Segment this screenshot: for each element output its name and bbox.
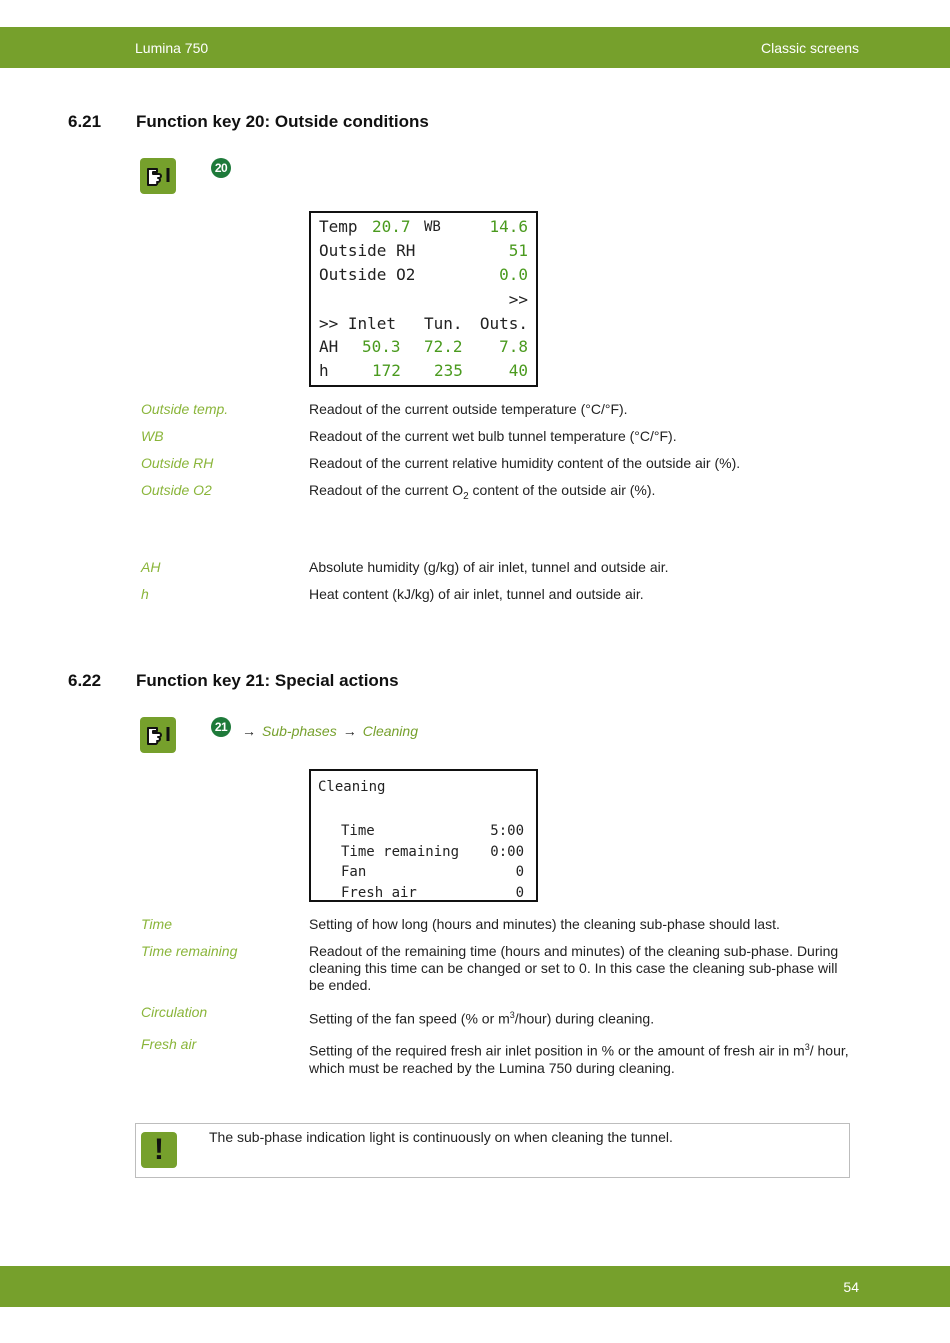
term-outside-rh: Outside RH — [141, 455, 214, 471]
note-box — [135, 1123, 850, 1178]
desc-outside-rh: Readout of the current relative humidity content of the outside air (%). — [309, 455, 741, 471]
screen-row-outside-rh — [319, 241, 528, 265]
arrow-right-icon: → — [342, 723, 357, 739]
note-text: The sub-phase indication light is continuously on when cleaning the tunnel. — [209, 1129, 673, 1145]
desc-circulation-post: /hour) during cleaning. — [514, 1010, 655, 1027]
desc-fresh-air — [309, 1039, 849, 1077]
h-tunnel-value: 235 — [434, 361, 463, 380]
exclamation-icon: ! — [141, 1132, 177, 1168]
arrow-right-icon: → — [242, 723, 256, 739]
time-label: Time — [341, 823, 375, 839]
term-ah: AH — [141, 559, 161, 575]
page-number: 54 — [843, 1279, 859, 1295]
inlet-column-header: >> Inlet — [319, 314, 397, 333]
desc-outside-temp: Readout of the current outside temperature (°C/°F). — [309, 401, 628, 417]
screen-row-more — [319, 290, 528, 314]
fan-label: Fan — [341, 864, 367, 880]
desc-wb: Readout of the current wet bulb tunnel temperature (°C/°F). — [309, 428, 677, 444]
time-value: 5:00 — [490, 823, 524, 839]
desc-ah: Absolute humidity (g/kg) of air inlet, tunnel and outside air. — [309, 559, 669, 575]
footer-bar — [0, 1266, 950, 1307]
h-outside-value: 40 — [508, 361, 528, 380]
wb-value: 14.6 — [489, 217, 528, 236]
term-outside-temp: Outside temp. — [141, 401, 229, 417]
desc-circulation — [309, 1007, 849, 1028]
h-inlet-value: 172 — [372, 361, 401, 380]
desc-outside-o2-pre: Readout of the current O — [309, 482, 464, 498]
header-bar — [0, 27, 950, 68]
desc-circulation-sup: 3 — [509, 1010, 515, 1020]
outside-column-header: Outs. — [479, 314, 528, 333]
menu-path — [236, 723, 418, 739]
section-title: Function key 21: Special actions — [136, 671, 399, 690]
desc-time-remaining: Readout of the remaining time (hours and minutes) of the cleaning sub-phase. During cleaning this time can be changed or set to 0. In this case the cleaning sub-phase will be ended. — [309, 943, 839, 993]
ah-tunnel-value: 72.2 — [424, 337, 463, 356]
screen-row-h — [319, 361, 528, 385]
section-number: 6.21 — [68, 112, 102, 131]
ah-label: AH — [319, 337, 339, 356]
pointing-hand-icon — [140, 158, 176, 194]
desc-fresh-air-sup: 3 — [804, 1042, 810, 1052]
desc-fresh-air-post: / hour, which must be reached by the Lumina 750 during cleaning. — [309, 1042, 849, 1076]
time-remaining-label: Time remaining — [341, 844, 460, 860]
temp-label: Temp — [319, 217, 358, 236]
wb-label: WB — [424, 219, 441, 235]
ah-inlet-value: 50.3 — [362, 337, 401, 356]
desc-circulation-pre: Setting of the fan speed (% or m — [309, 1010, 510, 1027]
tunnel-column-header: Tun. — [424, 314, 463, 333]
term-h: h — [141, 586, 149, 602]
term-circulation: Circulation — [141, 1004, 208, 1020]
screen-row-columns — [319, 314, 528, 338]
h-label: h — [319, 361, 329, 380]
desc-h: Heat content (kJ/kg) of air inlet, tunnel and outside air. — [309, 586, 644, 602]
term-time-remaining: Time remaining — [141, 943, 238, 959]
fan-value: 0 — [515, 864, 524, 880]
function-key-badge: 21 — [211, 717, 231, 737]
outside-o2-label: Outside O2 — [319, 265, 416, 284]
desc-outside-o2-sub: 2 — [463, 490, 469, 502]
desc-time: Setting of how long (hours and minutes) the cleaning sub-phase should last. — [309, 916, 780, 932]
more-indicator: >> — [508, 290, 528, 309]
term-fresh-air: Fresh air — [141, 1036, 197, 1052]
fresh-air-label: Fresh air — [341, 885, 417, 901]
outside-rh-label: Outside RH — [319, 241, 416, 260]
display-screen-cleaning — [309, 769, 538, 902]
chapter-title: Classic screens — [760, 40, 859, 56]
desc-fresh-air-pre: Setting of the required fresh air inlet position in % or the amount of fresh air in m — [309, 1042, 805, 1059]
display-screen-outside-conditions — [309, 211, 538, 387]
pointing-hand-icon — [140, 717, 176, 753]
section-title: Function key 20: Outside conditions — [136, 112, 429, 131]
screen-row-ah — [319, 337, 528, 361]
screen-title: Cleaning — [318, 779, 386, 795]
time-remaining-value: 0:00 — [490, 844, 524, 860]
term-time: Time — [141, 916, 172, 932]
outside-o2-value: 0.0 — [499, 265, 528, 284]
term-outside-o2: Outside O2 — [141, 482, 212, 498]
fresh-air-value: 0 — [515, 885, 524, 901]
term-wb: WB — [141, 428, 164, 444]
screen-row-temp — [319, 217, 528, 241]
desc-outside-o2-post: content of the outside air (%). — [468, 482, 656, 498]
function-key-badge: 20 — [211, 158, 231, 178]
outside-rh-value: 51 — [508, 241, 528, 260]
desc-outside-o2 — [309, 482, 849, 505]
section-number: 6.22 — [68, 671, 102, 690]
document-title: Lumina 750 — [135, 40, 209, 56]
crumb-cleaning: Cleaning — [362, 723, 418, 739]
ah-outside-value: 7.8 — [499, 337, 528, 356]
crumb-sub-phases: Sub-phases — [262, 723, 337, 739]
screen-row-outside-o2 — [319, 265, 528, 289]
temp-value: 20.7 — [372, 217, 411, 236]
